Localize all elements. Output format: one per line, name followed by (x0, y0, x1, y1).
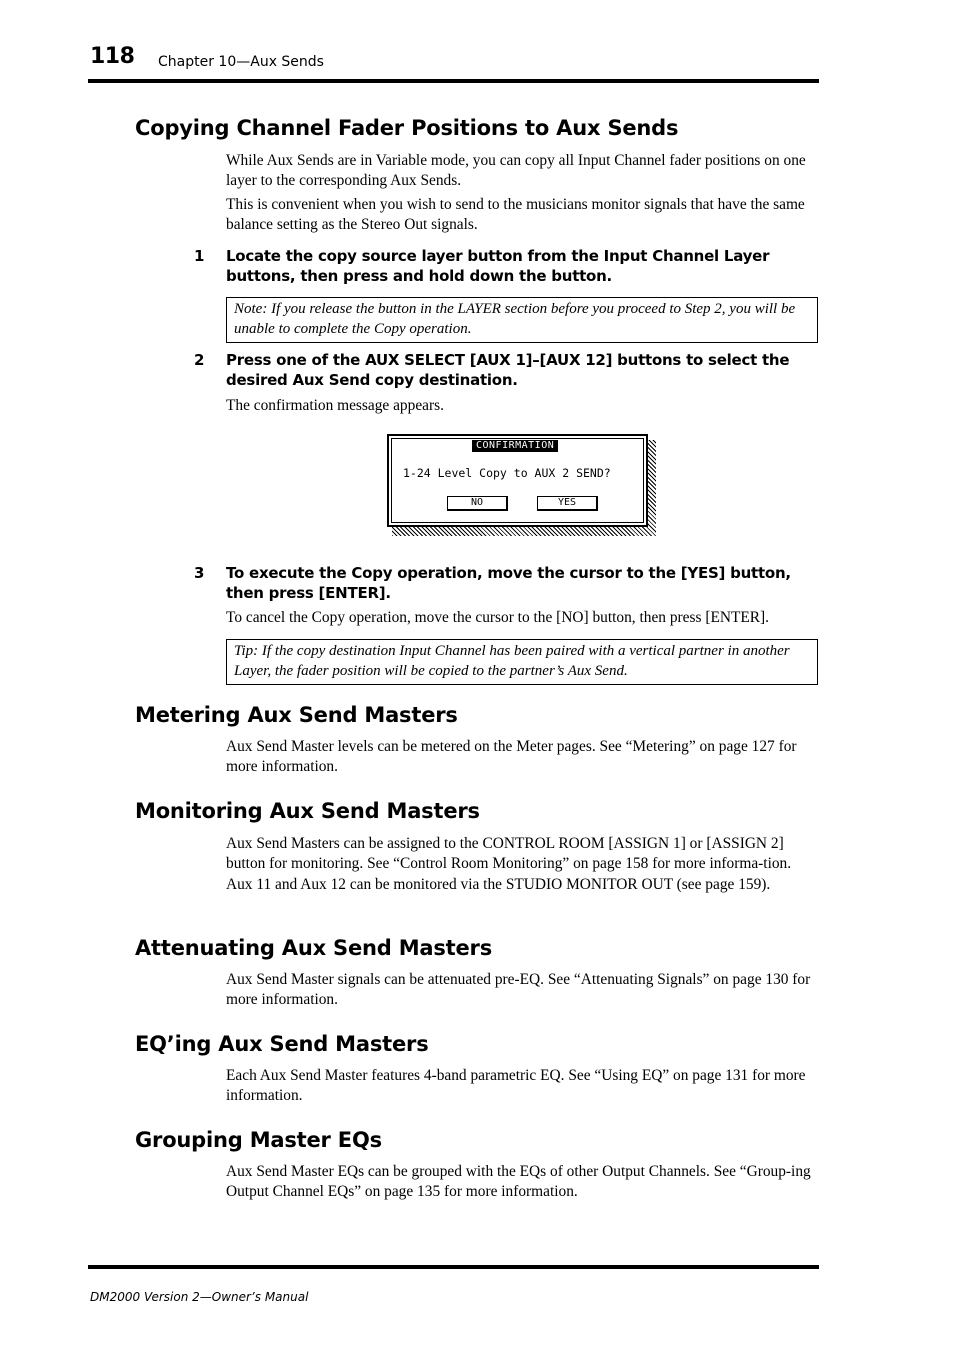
heading-eq: EQ’ing Aux Send Masters (135, 1032, 429, 1056)
grouping-body: Aux Send Master EQs can be grouped with the EQs of other Output Channels. See “Group-ing Output Channel EQs” on page 135 for more information. (226, 1163, 811, 1201)
dialog-message: 1-24 Level Copy to AUX 2 SEND? (403, 466, 611, 480)
metering-body: Aux Send Master levels can be metered on the Meter pages. See “Metering” on page 127 for more information. (226, 738, 797, 776)
tip-box: Tip: If the copy destination Input Channel has been paired with a vertical partner in another Layer, the fader position will be copied to the partner’s Aux Send. (226, 639, 818, 685)
chapter-title: Chapter 10—Aux Sends (158, 54, 324, 70)
dialog-yes-button[interactable]: YES (537, 496, 598, 511)
step-1-text: Locate the copy source layer button from the Input Channel Layer buttons, then press and hold down the button. (226, 247, 770, 285)
heading-attenuating: Attenuating Aux Send Masters (135, 936, 492, 960)
copying-paragraph-1: While Aux Sends are in Variable mode, you can copy all Input Channel fader positions on one layer to the corresponding Aux Sends. (226, 152, 806, 190)
note-box: Note: If you release the button in the LAYER section before you proceed to Step 2, you will be unable to complete the Copy operation. (226, 297, 818, 343)
heading-monitoring: Monitoring Aux Send Masters (135, 799, 480, 823)
eq-body: Each Aux Send Master features 4-band parametric EQ. See “Using EQ” on page 131 for more information. (226, 1067, 806, 1105)
attenuating-body: Aux Send Master signals can be attenuated pre-EQ. See “Attenuating Signals” on page 130 for more information. (226, 971, 811, 1009)
monitoring-body: Aux Send Masters can be assigned to the CONTROL ROOM [ASSIGN 1] or [ASSIGN 2] button for monitoring. See “Control Room Monitoring” on page 158 for more informa-tion. Aux 11 and Aux 12 can be monitored via the STUDIO MONITOR OUT (see page 159). (226, 835, 792, 893)
dialog-no-button[interactable]: NO (447, 496, 508, 511)
copying-paragraph-2: This is convenient when you wish to send to the musicians monitor signals that have the same balance setting as the Stereo Out signals. (226, 196, 805, 234)
step-3-description: To cancel the Copy operation, move the cursor to the [NO] button, then press [ENTER]. (226, 609, 770, 626)
step-3-number: 3 (194, 564, 205, 582)
heading-grouping: Grouping Master EQs (135, 1128, 382, 1152)
step-2-text: Press one of the AUX SELECT [AUX 1]–[AUX 12] buttons to select the desired Aux Send copy destination. (226, 351, 790, 389)
bottom-rule (88, 1265, 819, 1269)
top-rule (88, 79, 819, 83)
footer-text: DM2000 Version 2—Owner’s Manual (90, 1290, 309, 1304)
confirmation-dialog (387, 434, 648, 527)
step-3-text: To execute the Copy operation, move the cursor to the [YES] button, then press [ENTER]. (226, 564, 791, 602)
heading-copying: Copying Channel Fader Positions to Aux Sends (135, 116, 679, 140)
step-2-number: 2 (194, 351, 205, 369)
page-number: 118 (90, 44, 135, 69)
step-2-description: The confirmation message appears. (226, 397, 444, 414)
step-1-number: 1 (194, 247, 205, 265)
dialog-title: CONFIRMATION (472, 440, 558, 452)
heading-metering: Metering Aux Send Masters (135, 703, 458, 727)
